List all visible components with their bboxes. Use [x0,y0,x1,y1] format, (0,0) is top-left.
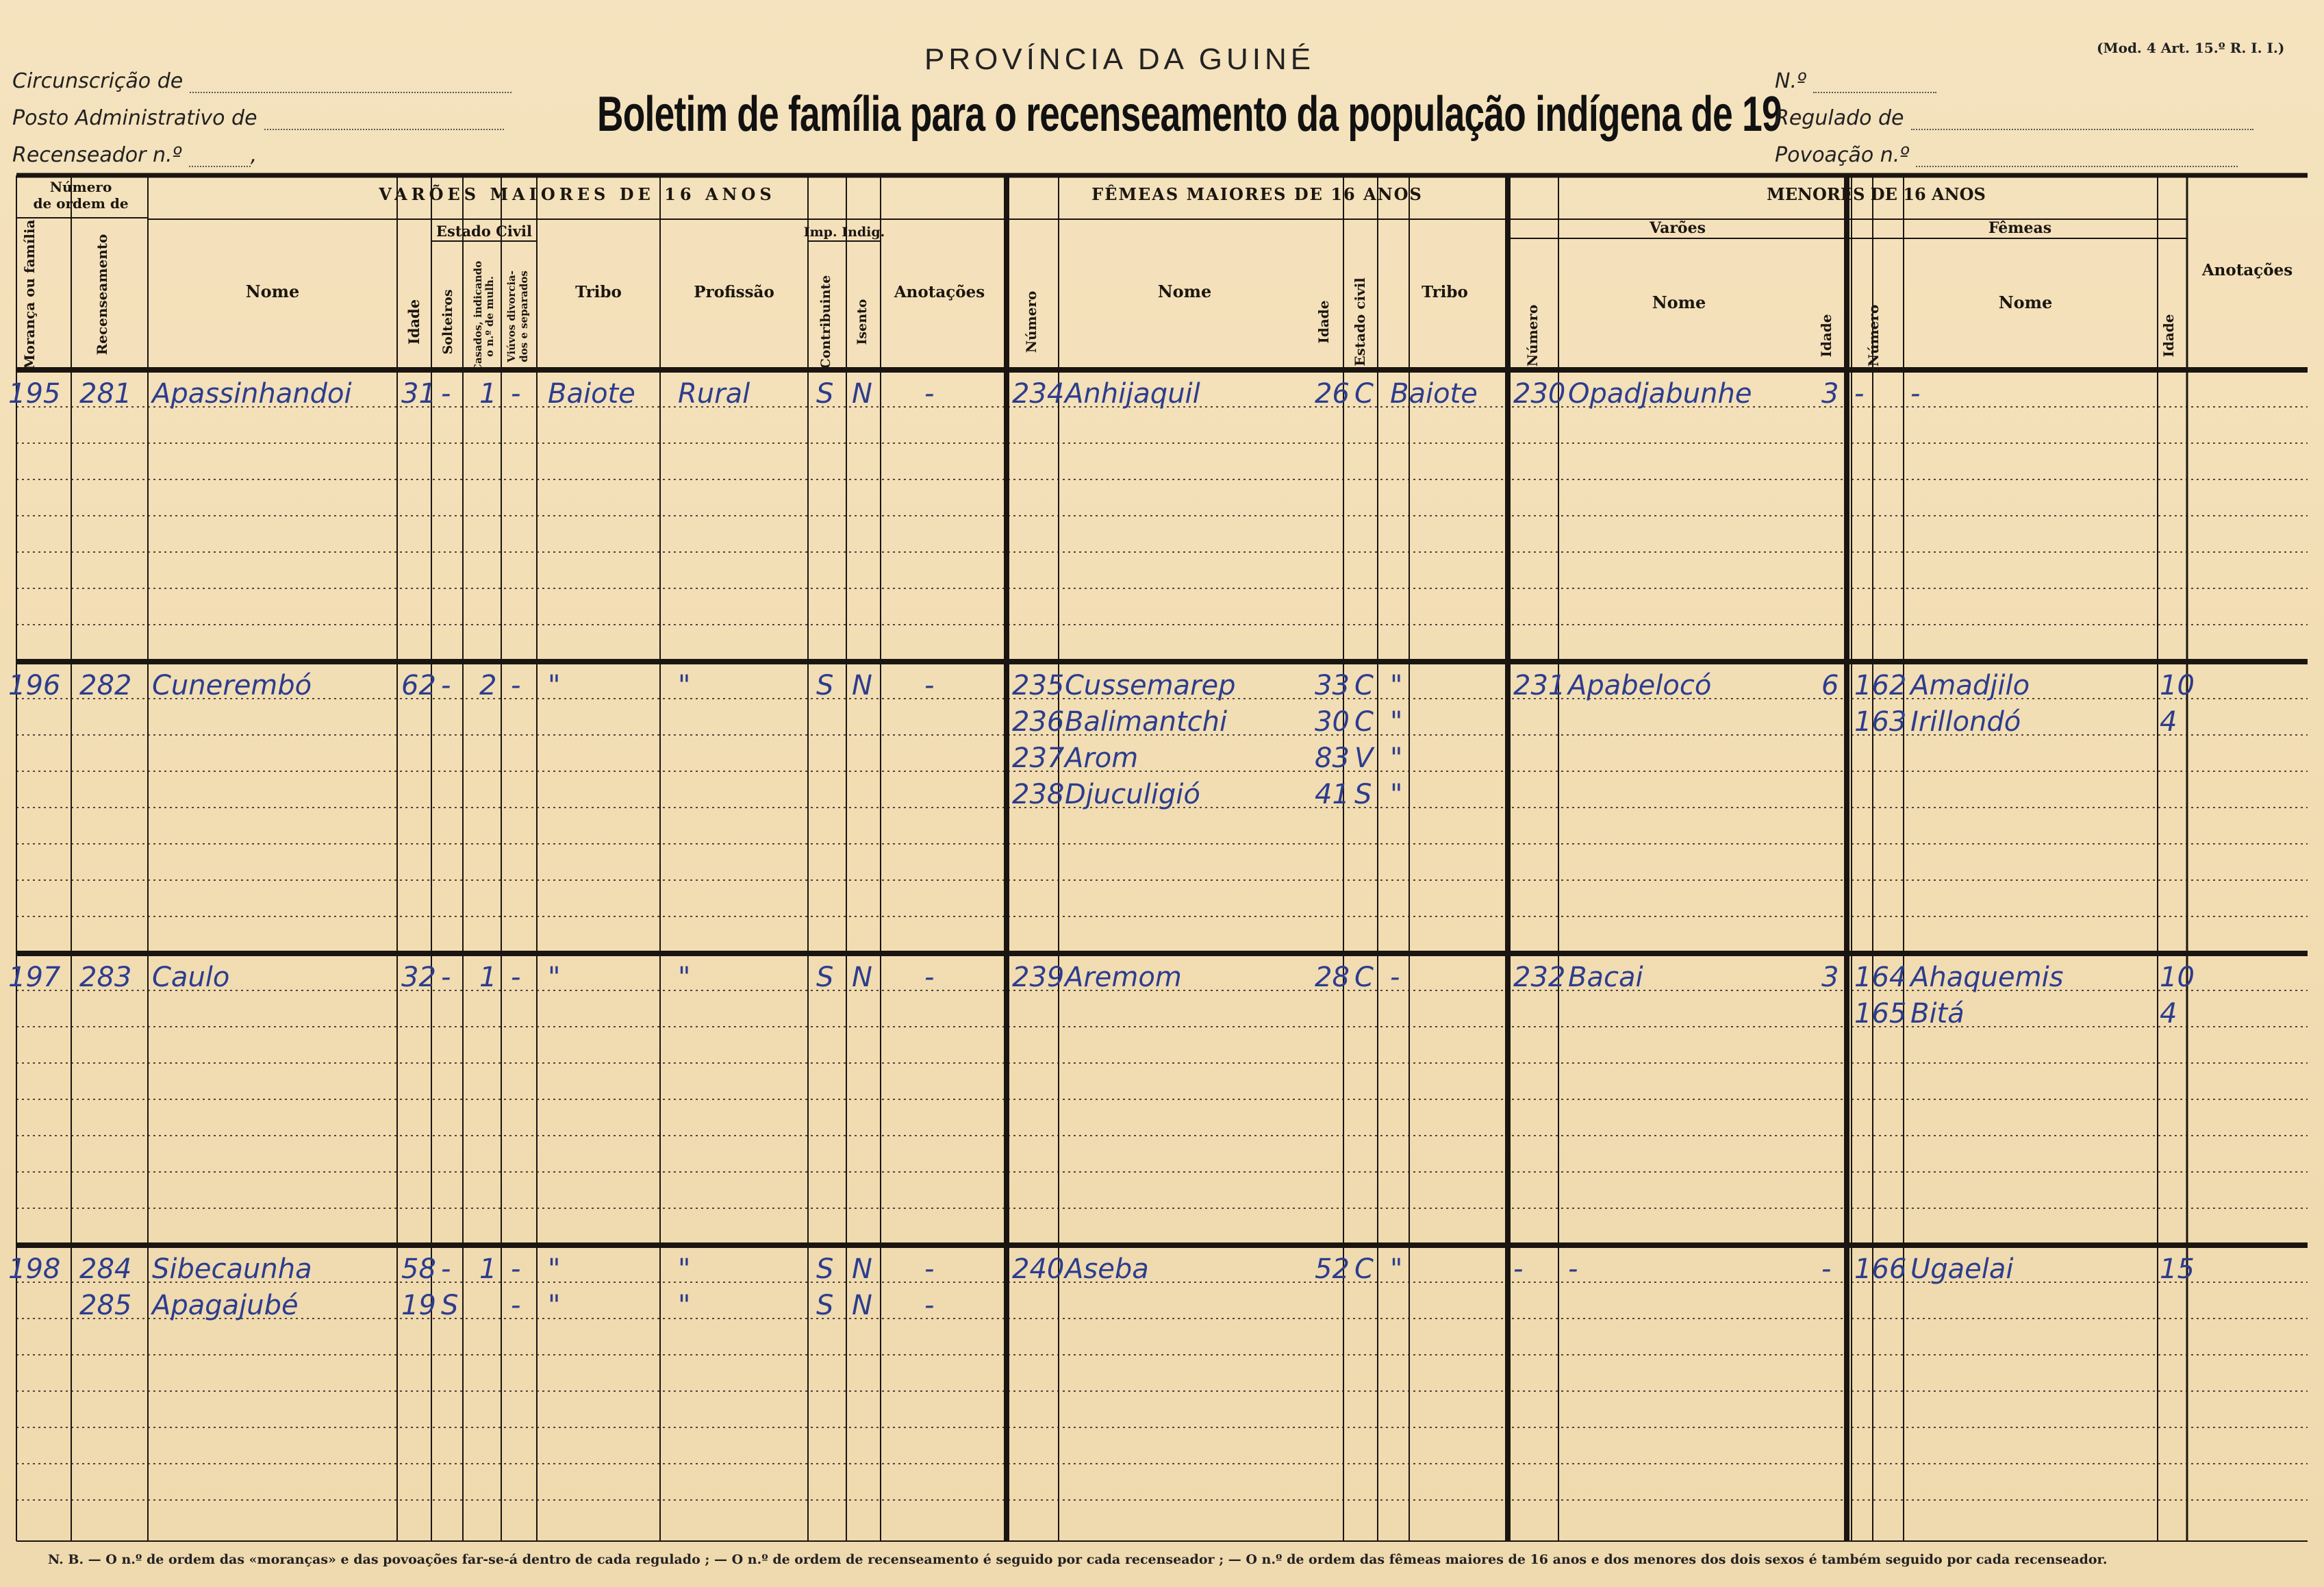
numero-ordem-label: de ordem de [33,195,129,212]
female-civil-state: V [1354,742,1374,774]
minor-female-name: Amadjilo [1910,670,2030,701]
male-profession: " [678,670,691,701]
viuvos-label: Viúvos divorcia- [505,271,518,362]
male-profession: " [678,1290,691,1321]
solteiros-label: Solteiros [440,289,455,355]
contribuinte-label: Contribuinte [818,275,833,369]
male-taxpayer: S [816,670,834,701]
male-profession: " [678,962,691,993]
field-label: Posto Administrativo de [12,106,257,130]
male-tribe: " [548,670,561,701]
male-widowed: - [511,962,521,993]
female-tribe: " [1390,706,1403,738]
male-notes: - [924,1290,935,1321]
minor-female-age: 4 [2160,706,2177,738]
field-label: N.º [1775,69,1807,93]
minor-male-name: - [1568,1253,1578,1285]
male-notes: - [924,962,935,993]
minor-male-number: 232 [1513,962,1566,993]
minor-male-name: Bacai [1568,962,1643,993]
female-civil-state: C [1354,378,1374,410]
female-number: 236 [1012,706,1065,738]
female-tribe: " [1390,1253,1403,1285]
minor-female-age: 4 [2160,998,2177,1029]
tribo-label: Tribo [1422,283,1468,301]
female-age: 33 [1315,670,1350,701]
minor-male-number: 231 [1513,670,1566,701]
male-exempt: N [852,670,872,701]
female-age: 30 [1315,706,1350,738]
femeas-label: Fêmeas [1988,219,2052,237]
female-number: 234 [1012,378,1065,410]
minor-female-name: - [1910,378,1921,410]
model-reference: (Mod. 4 Art. 15.º R. I. I.) [2097,40,2285,56]
casados-label: o n.º de mulh. [483,276,496,357]
minor-male-name: Opadjabunhe [1568,378,1752,410]
minor-female-name: Ahaquemis [1910,962,2064,993]
recenseamento-number: 284 [79,1253,132,1285]
anotacoes-label: Anotações [2201,261,2293,279]
varoes-label: Varões [1650,219,1706,237]
idade-label: Idade [2160,314,2177,358]
male-exempt: N [852,962,872,993]
minor-female-number: 162 [1854,670,1907,701]
female-civil-state: C [1354,962,1374,993]
imp-indig-label: Imp. Indig. [803,225,885,240]
female-name: Aseba [1065,1253,1149,1285]
male-widowed: - [511,378,521,410]
nome-label: Nome [1157,282,1212,301]
nome-label: Nome [1652,292,1706,312]
estado-civil-label: Estado Civil [436,223,532,240]
numero-label: Número [1524,304,1541,367]
male-widowed: - [511,670,521,701]
minor-female-age: 15 [2160,1253,2195,1285]
female-name: Djuculigió [1065,779,1200,810]
male-married: 1 [479,962,497,993]
male-notes: - [924,670,935,701]
male-single: - [441,1253,451,1285]
profissao-label: Profissão [694,283,774,301]
female-age: 41 [1315,779,1350,810]
male-name: Sibecaunha [152,1253,312,1285]
male-age: 31 [401,378,436,410]
minor-male-age: 6 [1821,670,1839,701]
male-age: 32 [401,962,436,993]
moranca-label: Morança ou família [21,219,38,370]
varoes-maiores-label: VARÕES MAIORES DE 16 ANOS [379,184,776,204]
recenseamento-number: 283 [79,962,132,993]
female-number: 238 [1012,779,1065,810]
idade-label: Idade [1818,314,1834,358]
field-label: Recenseador n.º [12,143,182,167]
female-civil-state: S [1354,779,1372,810]
female-name: Arom [1065,742,1139,774]
male-single: - [441,670,451,701]
female-name: Cussemarep [1065,670,1236,701]
idade-label: Idade [1315,300,1332,344]
moranca-number: 196 [8,670,61,701]
male-exempt: N [852,378,872,410]
casados-label: Casados, indicando [472,260,484,373]
female-tribe: " [1390,742,1403,774]
male-name: Cunerembó [152,670,312,701]
female-civil-state: C [1354,670,1374,701]
male-age: 62 [401,670,436,701]
male-taxpayer: S [816,1253,834,1285]
femeas-maiores-label: FÊMEAS MAIORES DE 16 ANOS [1091,184,1423,204]
minor-female-number: 164 [1854,962,1907,993]
male-exempt: N [852,1290,872,1321]
recenseamento-number: 281 [79,378,132,410]
female-tribe: Baiote [1390,378,1478,410]
female-age: 52 [1315,1253,1350,1285]
minor-male-name: Apabelocó [1568,670,1712,701]
nome-label: Nome [245,282,300,301]
male-tribe: " [548,962,561,993]
male-profession: Rural [678,378,750,410]
female-name: Aremom [1065,962,1182,993]
minor-male-age: 3 [1821,378,1839,410]
minor-male-number: 230 [1513,378,1566,410]
female-number: 237 [1012,742,1065,774]
minor-female-number: - [1854,378,1865,410]
idade-label: Idade [405,299,422,345]
form-title: Boletim de família para o recenseamento da população indígena de 19 [597,87,1782,142]
numero-label: Número [1023,290,1039,353]
female-civil-state: C [1354,1253,1374,1285]
female-tribe: - [1390,962,1400,993]
recenseamento-number: 285 [79,1290,132,1321]
minor-female-name: Ugaelai [1910,1253,2014,1285]
female-age: 26 [1315,378,1350,410]
female-tribe: " [1390,779,1403,810]
estado-civil-label: Estado civil [1352,277,1368,366]
minor-female-age: 10 [2160,962,2195,993]
male-tribe: " [548,1290,561,1321]
field-label: Povoação n.º [1775,143,1910,167]
numero-label: Número [1865,304,1882,367]
minor-female-name: Bitá [1910,998,1965,1029]
male-name: Caulo [152,962,230,993]
footnote: N. B. — O n.º de ordem das «moranças» e das povoações far-se-á dentro de cada regulado ; — O n.º de ordem de recenseamento é seguido por cada recenseador ; — O n.º de ordem das fêmeas maiores de 16 anos e dos menores dos dois sexos é também seguido por cada recenseador. [48,1552,2108,1567]
field-label: Regulado de [1775,106,1904,130]
minor-male-age: 3 [1821,962,1839,993]
numero-ordem-label: Número [49,179,112,195]
male-age: 19 [401,1290,436,1321]
anotacoes-label: Anotações [894,283,985,301]
female-civil-state: C [1354,706,1374,738]
recenseamento-label: Recenseamento [94,234,110,355]
isento-label: Isento [855,299,870,345]
male-married: 2 [479,670,497,701]
minor-female-age: 10 [2160,670,2195,701]
male-single: - [441,962,451,993]
minor-female-number: 165 [1854,998,1907,1029]
moranca-number: 195 [8,378,61,410]
viuvos-label: dos e separados [518,271,530,362]
moranca-number: 197 [8,962,61,993]
male-taxpayer: S [816,378,834,410]
male-single: S [441,1290,459,1321]
moranca-number: 198 [8,1253,61,1285]
male-taxpayer: S [816,1290,834,1321]
male-notes: - [924,1253,935,1285]
male-name: Apagajubé [152,1290,299,1321]
minor-male-age: - [1821,1253,1832,1285]
menores-label: MENORES DE 16 ANOS [1767,184,1986,204]
female-number: 235 [1012,670,1065,701]
minor-female-number: 166 [1854,1253,1907,1285]
male-exempt: N [852,1253,872,1285]
male-widowed: - [511,1253,521,1285]
province-heading: PROVÍNCIA DA GUINÉ [924,42,1315,76]
female-age: 28 [1315,962,1350,993]
recenseamento-number: 282 [79,670,132,701]
nome-label: Nome [1998,292,2053,312]
male-single: - [441,378,451,410]
male-tribe: Baiote [548,378,635,410]
female-name: Anhijaquil [1065,378,1200,410]
male-married: 1 [479,1253,497,1285]
male-notes: - [924,378,935,410]
female-age: 83 [1315,742,1350,774]
male-widowed: - [511,1290,521,1321]
field-label: Circunscrição de [12,69,184,93]
minor-female-name: Irillondó [1910,706,2021,738]
female-tribe: " [1390,670,1403,701]
female-number: 239 [1012,962,1065,993]
male-tribe: " [548,1253,561,1285]
tribo-label: Tribo [575,283,622,301]
female-number: 240 [1012,1253,1065,1285]
male-profession: " [678,1253,691,1285]
male-married: 1 [479,378,497,410]
male-age: 58 [401,1253,436,1285]
male-name: Apassinhandoi [152,378,352,410]
minor-male-number: - [1513,1253,1524,1285]
field-recenseador: Recenseador n.º , [12,143,257,167]
minor-female-number: 163 [1854,706,1907,738]
male-taxpayer: S [816,962,834,993]
female-name: Balimantchi [1065,706,1228,738]
